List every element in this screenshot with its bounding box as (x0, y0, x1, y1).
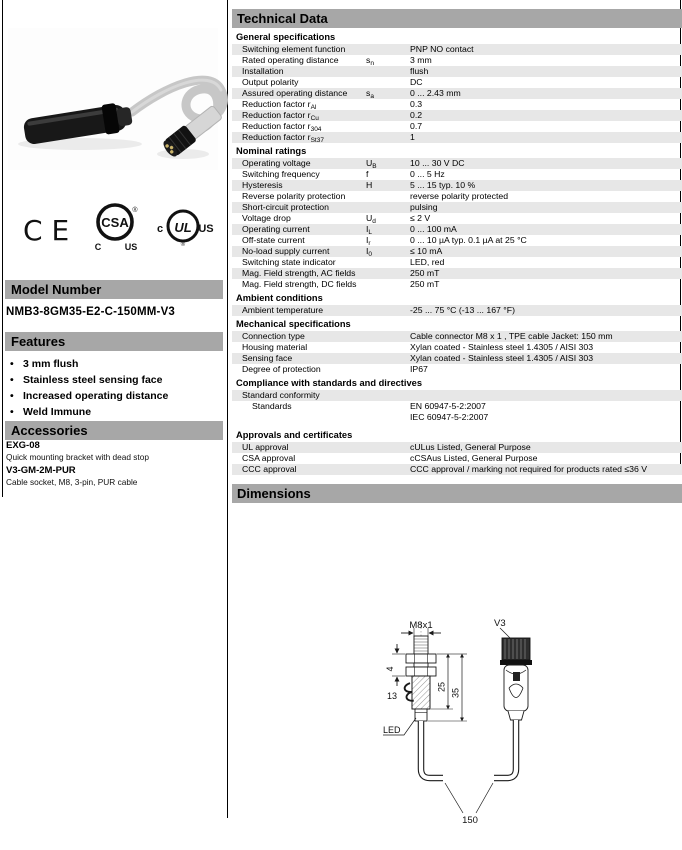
spec-section (232, 31, 682, 143)
spec-row (232, 158, 682, 169)
spec-row (232, 224, 682, 235)
sensor-cable (421, 721, 443, 778)
spec-section-title: General specifications (236, 32, 336, 42)
spec-row (232, 353, 682, 364)
spec-symbol: $I_r$ (366, 235, 371, 247)
spec-symbol (366, 191, 410, 202)
spec-symbol (366, 110, 410, 121)
spec-row (232, 110, 682, 121)
feature-item: • Stainless steel sensing face (6, 372, 168, 388)
accessories-header: Accessories (5, 421, 223, 440)
spec-symbol: $I_L$ (366, 224, 373, 236)
spec-label: No-load supply current (242, 246, 330, 256)
spec-value: cCSAus Listed, General Purpose (410, 453, 538, 463)
spec-row (232, 364, 682, 375)
spec-label: Operating current (242, 224, 310, 234)
features-list (6, 356, 168, 420)
spec-row (232, 99, 682, 110)
spec-value: cULus Listed, General Purpose (410, 442, 531, 452)
spec-label: Assured operating distance (242, 88, 348, 98)
csa-c: C (94, 242, 102, 252)
spec-row (232, 66, 682, 77)
dimension-drawing (232, 507, 682, 850)
spec-label: Off-state current (242, 235, 305, 245)
spec-label: Hysteresis (242, 180, 283, 190)
feature-item: • Increased operating distance (6, 388, 168, 404)
accessory-item (6, 465, 224, 487)
accessory-description: Cable socket, M8, 3-pin, PUR cable (6, 477, 138, 487)
spec-symbol: $I_0$ (366, 246, 373, 258)
spec-value: pulsing (410, 202, 438, 212)
spec-label: Reduction factor $r_{Cu}$ (242, 110, 319, 122)
spec-row (232, 342, 682, 353)
accessory-item (6, 440, 224, 462)
spec-value: ≤ 10 mA (410, 246, 443, 256)
spec-label: Sensing face (242, 353, 293, 363)
spec-label: Connection type (242, 331, 305, 341)
spec-label: Degree of protection (242, 364, 321, 374)
spec-symbol (366, 268, 410, 279)
spec-value: -25 ... 75 °C (-13 ... 167 °F) (410, 305, 515, 315)
spec-value: flush (410, 66, 429, 76)
spec-symbol (366, 44, 410, 55)
spec-label: Standards (252, 401, 292, 411)
spec-row (232, 390, 682, 401)
spec-section-title: Approvals and certificates (236, 430, 353, 440)
spec-label: UL approval (242, 442, 289, 452)
sensor-tip (415, 709, 427, 721)
feature-item: • Weld Immune (6, 404, 168, 420)
spec-symbol (366, 331, 410, 342)
spec-value: IP67 (410, 364, 428, 374)
spec-value: 0 ... 10 µA typ. 0.1 µA at 25 °C (410, 235, 527, 245)
spec-value: 0 ... 5 Hz (410, 169, 445, 179)
spec-symbol (366, 442, 410, 453)
spec-symbol (366, 453, 410, 464)
spec-row (232, 305, 682, 316)
spec-symbol (366, 99, 410, 110)
spec-symbol (366, 279, 410, 290)
spec-symbol (366, 342, 410, 353)
feature-item: • 3 mm flush (6, 356, 168, 372)
accessories-list (6, 440, 224, 490)
spec-row (232, 132, 682, 143)
spec-label: Mag. Field strength, DC fields (242, 279, 357, 289)
spec-value: 250 mT (410, 268, 440, 278)
spec-label: Reduction factor $r_{304}$ (242, 121, 322, 133)
spec-row (232, 213, 682, 224)
spec-section-title: Nominal ratings (236, 146, 307, 156)
accessory-name: EXG-08 (6, 440, 40, 451)
spec-symbol: f (366, 169, 369, 179)
spec-symbol (366, 66, 410, 77)
ce-mark: CE (23, 214, 79, 247)
spec-value: DC (410, 77, 423, 87)
spec-value: 3 mm (410, 55, 432, 65)
spec-value: 0 ... 2.43 mm (410, 88, 461, 98)
hex-nut-2 (406, 667, 436, 676)
spec-value: ≤ 2 V (410, 213, 431, 223)
spec-section (232, 377, 682, 423)
v3-leader-line (500, 628, 511, 639)
spec-label: Reduction factor $r_{Al}$ (242, 99, 317, 111)
connector-body (504, 665, 528, 711)
spec-value: 0 ... 100 mA (410, 224, 457, 234)
spec-section (232, 318, 682, 375)
spec-label: Operating voltage (242, 158, 311, 168)
nut-width-label: 4 (385, 666, 395, 672)
spec-label: CCC approval (242, 464, 297, 474)
spec-row (232, 279, 682, 290)
spec-row (232, 88, 682, 99)
spec-value: EN 60947-5-2:2007 IEC 60947-5-2:2007 (410, 401, 489, 422)
led-label: LED (383, 725, 401, 735)
spec-symbol (366, 464, 410, 475)
csa-us: US (124, 242, 138, 252)
certification-marks (3, 198, 227, 260)
connector-label: V3 (494, 618, 506, 629)
connector-led-window (513, 672, 520, 681)
connector-nut (502, 638, 530, 660)
spec-value: Cable connector M8 x 1 , TPE cable Jacket: 150 mm (410, 331, 613, 341)
technical-data-header: Technical Data (232, 9, 682, 28)
spec-symbol: $s_n$ (366, 55, 374, 67)
spec-value: Xylan coated - Stainless steel 1.4305 / AISI 303 (410, 353, 594, 363)
spec-label: Voltage drop (242, 213, 291, 223)
spec-symbol (366, 305, 410, 316)
spec-symbol (366, 353, 410, 364)
spec-value: 10 ... 30 V DC (410, 158, 465, 168)
spec-section-title: Ambient conditions (236, 293, 323, 303)
spec-symbol (366, 390, 410, 401)
spec-symbol (366, 364, 410, 375)
tech-table (232, 31, 682, 475)
dimensions-header: Dimensions (232, 484, 682, 503)
spec-label: Switching element function (242, 44, 346, 54)
spec-value: 250 mT (410, 279, 440, 289)
right-column (232, 0, 682, 850)
accessory-description: Quick mounting bracket with dead stop (6, 452, 149, 462)
spec-section (232, 429, 682, 475)
length-35-label: 35 (450, 687, 461, 699)
spec-value: PNP NO contact (410, 44, 474, 54)
spec-row (232, 464, 682, 475)
spec-symbol (366, 257, 410, 268)
model-number-header: Model Number (5, 280, 223, 299)
accessory-name: V3-GM-2M-PUR (6, 465, 76, 476)
spec-symbol (366, 202, 410, 213)
ul-registered-icon: ® (180, 242, 186, 248)
spec-row (232, 55, 682, 66)
model-number-value: NMB3-8GM35-E2-C-150MM-V3 (6, 306, 176, 318)
csa-registered-icon: ® (132, 207, 138, 214)
spec-symbol (366, 77, 410, 88)
csa-mark (91, 198, 143, 259)
spec-value: 0.7 (410, 121, 423, 131)
ul-monogram: UL (174, 220, 192, 235)
spec-label: Installation (242, 66, 284, 76)
spec-row (232, 180, 682, 191)
ul-c: c (156, 223, 164, 235)
spec-section (232, 145, 682, 290)
ul-us: US (198, 223, 214, 235)
cable-length-label: 150 (462, 815, 478, 826)
spec-row (232, 401, 682, 423)
spec-row (232, 331, 682, 342)
spec-label: Rated operating distance (242, 55, 339, 65)
spec-label: Switching state indicator (242, 257, 336, 267)
spec-section (232, 292, 682, 316)
spec-row (232, 77, 682, 88)
spec-symbol (366, 132, 410, 143)
spec-value (410, 390, 682, 401)
spec-value: 0.3 (410, 99, 423, 109)
spec-row (232, 202, 682, 213)
features-header: Features (5, 332, 223, 351)
spec-label: Ambient temperature (242, 305, 324, 315)
spec-symbol: $s_a$ (366, 88, 374, 100)
spec-value: CCC approval / marking not required for products rated ≤36 V (410, 464, 648, 474)
spec-label: Reduction factor $r_{St37}$ (242, 132, 324, 144)
spec-value: reverse polarity protected (410, 191, 509, 201)
spec-row (232, 453, 682, 464)
cable-length-leader-left (445, 783, 463, 813)
spec-value: 1 (410, 132, 415, 142)
spec-section-title: Compliance with standards and directives (236, 378, 422, 388)
spec-label: Switching frequency (242, 169, 320, 179)
cable-length-leader-right (476, 783, 493, 813)
spec-label: Standard conformity (242, 390, 320, 400)
length-25-label: 25 (436, 681, 447, 693)
spec-symbol: $U_d$ (366, 213, 376, 225)
spec-symbol (366, 401, 410, 423)
spec-value: Xylan coated - Stainless steel 1.4305 / AISI 303 (410, 342, 594, 352)
spec-symbol: H (366, 180, 373, 190)
spec-row (232, 44, 682, 55)
spec-label: Short-circuit protection (242, 202, 329, 212)
column-divider (227, 0, 228, 818)
spec-row (232, 235, 682, 246)
thread-label: M8x1 (409, 620, 433, 631)
connector-cable (494, 720, 516, 778)
spec-row (232, 442, 682, 453)
spec-label: Reverse polarity protection (242, 191, 346, 201)
spec-value: 0.2 (410, 110, 423, 120)
spec-row (232, 121, 682, 132)
spec-label: CSA approval (242, 453, 296, 463)
csa-monogram: CSA (101, 215, 129, 230)
product-photo-image (8, 28, 218, 170)
spec-label: Housing material (242, 342, 308, 352)
wrench-size-label: 13 (386, 691, 397, 701)
spec-symbol: $U_B$ (366, 158, 377, 170)
spec-row (232, 246, 682, 257)
hex-nut-1 (406, 654, 436, 663)
spec-symbol (366, 121, 410, 132)
spec-row (232, 268, 682, 279)
spec-value: LED, red (410, 257, 445, 267)
product-photo (8, 28, 218, 170)
spec-label: Mag. Field strength, AC fields (242, 268, 356, 278)
spec-label: Output polarity (242, 77, 299, 87)
spec-row (232, 191, 682, 202)
ul-mark (153, 206, 215, 253)
spec-value: 5 ... 15 typ. 10 % (410, 180, 476, 190)
spec-row (232, 169, 682, 180)
spec-section-title: Mechanical specifications (236, 319, 351, 329)
spec-row (232, 257, 682, 268)
